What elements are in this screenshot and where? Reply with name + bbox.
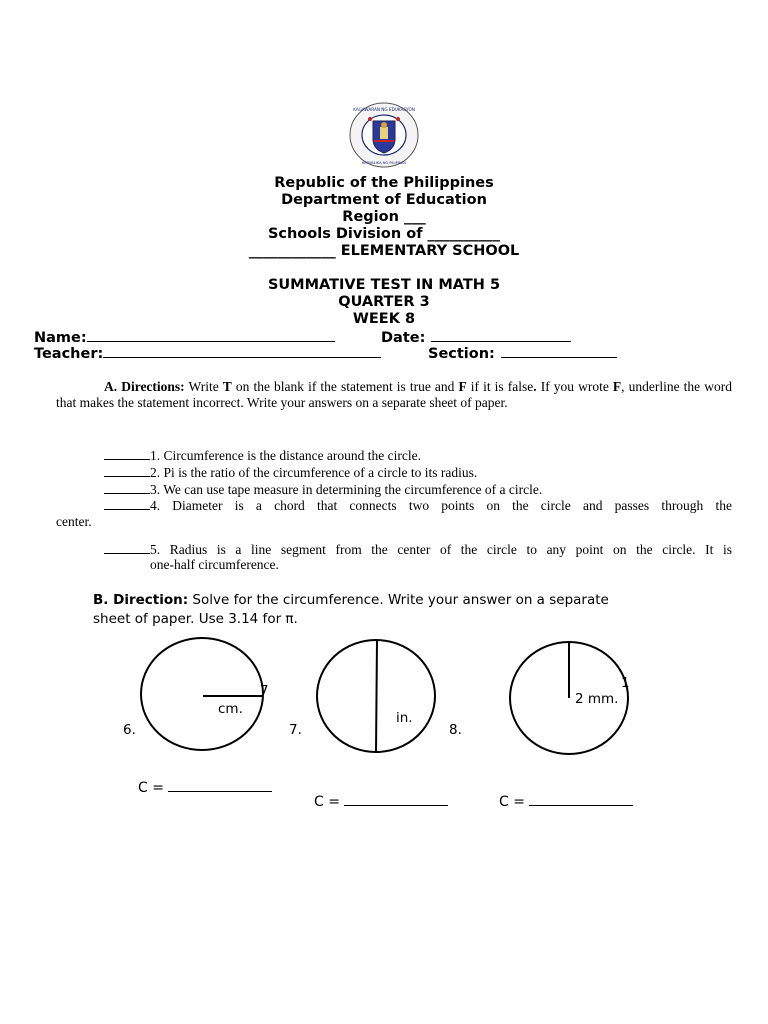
section-label: Section: (428, 346, 495, 362)
part-a-text-4: If you wrote (536, 379, 613, 394)
answer-line-7[interactable] (344, 795, 448, 806)
item-5-continuation: one-half circumference. (150, 557, 279, 572)
diameter-line-7 (376, 640, 377, 752)
teacher-blank[interactable] (103, 345, 381, 358)
part-a-text-5: underline the word that makes the statement incorrect. Write your answers on a separate sheet of paper. (56, 379, 732, 410)
name-label: Name: (34, 330, 87, 346)
part-b-text: Solve for the circumference. Write your answer on a separate (188, 592, 609, 608)
section-blank[interactable] (501, 345, 617, 358)
test-title: SUMMATIVE TEST IN MATH 5 (267, 277, 501, 293)
problem-8-number: 8. (449, 722, 462, 738)
true-false-item-4 (104, 498, 732, 514)
logo-bottom-text: REPUBLIKA NG PILIPINAS (361, 161, 407, 165)
part-a-t: T (222, 379, 232, 394)
part-a-dot: . (533, 379, 537, 394)
true-false-item-3 (104, 482, 542, 498)
answer-blank-4[interactable] (104, 498, 150, 510)
true-false-item-2 (104, 465, 477, 481)
measure-7-a: in. (396, 710, 413, 726)
item-3-text: 3. We can use tape measure in determining the circumference of a circle. (150, 482, 543, 497)
header-region: Region ___ (342, 209, 426, 225)
date-blank[interactable] (431, 329, 571, 342)
item-2-text: 2. Pi is the ratio of the circumference of a circle to its radius. (150, 465, 478, 480)
answer-label-7: C = (314, 794, 340, 810)
answer-blank-3[interactable] (104, 482, 150, 494)
true-false-item-1 (104, 448, 421, 464)
part-a-text-3: if it is false (466, 379, 534, 394)
answer-blank-5[interactable] (104, 542, 150, 554)
section-field[interactable] (428, 345, 617, 363)
teacher-field[interactable] (34, 345, 381, 363)
answer-field-6[interactable] (138, 780, 272, 796)
item-1-text: 1. Circumference is the distance around the circle. (150, 448, 422, 463)
answer-label-8: C = (499, 794, 525, 810)
test-quarter: QUARTER 3 (338, 294, 430, 310)
problem-7-number: 7. (289, 722, 302, 738)
answer-line-6[interactable] (168, 781, 272, 792)
part-a-f: F (458, 379, 467, 394)
item-4-continuation: center. (56, 514, 92, 529)
part-b-label: B. Direction: (93, 592, 189, 608)
header-school: ____________ ELEMENTARY SCHOOL (248, 243, 520, 259)
part-a-text-1: Write (184, 379, 223, 394)
answer-label-6: C = (138, 780, 164, 796)
true-false-item-5 (104, 542, 732, 558)
part-a-label: A. Directions: (104, 379, 185, 394)
item-4-text: 4. Diameter is a chord that connects two points on the circle and passes through the (150, 498, 732, 513)
name-blank[interactable] (87, 329, 335, 342)
measure-6-b: cm. (218, 701, 243, 717)
part-a-text-2: on the blank if the statement is true and (231, 379, 459, 394)
part-a-comma: , (621, 379, 625, 394)
part-a-f2: F (612, 379, 622, 394)
answer-blank-2[interactable] (104, 465, 150, 477)
logo-top-text: KAGAWARAN NG EDUKASYON (353, 107, 415, 112)
part-b-text-line2: sheet of paper. Use 3.14 for π. (93, 611, 298, 627)
answer-blank-1[interactable] (104, 448, 150, 460)
measure-6-a: 7 (260, 683, 269, 699)
header-republic: Republic of the Philippines (274, 175, 494, 191)
answer-field-7[interactable] (314, 794, 448, 810)
answer-line-8[interactable] (529, 795, 633, 806)
part-b-directions (93, 591, 733, 629)
teacher-label: Teacher: (34, 346, 104, 362)
date-label: Date: (381, 330, 426, 346)
part-a-directions (56, 379, 732, 411)
item-5-text: 5. Radius is a line segment from the center of the circle to any point on the circle. It is (150, 542, 732, 557)
answer-field-8[interactable] (499, 794, 633, 810)
measure-8-b: 2 mm. (575, 691, 619, 707)
header-division: Schools Division of __________ (267, 226, 501, 242)
test-week: WEEK 8 (352, 311, 416, 327)
header-department: Department of Education (281, 192, 487, 208)
measure-8-a: 1 (621, 675, 630, 691)
problem-6-number: 6. (123, 722, 136, 738)
circle-problem-6 (141, 638, 263, 750)
circle-figures (0, 630, 768, 760)
deped-seal-logo (348, 101, 420, 169)
